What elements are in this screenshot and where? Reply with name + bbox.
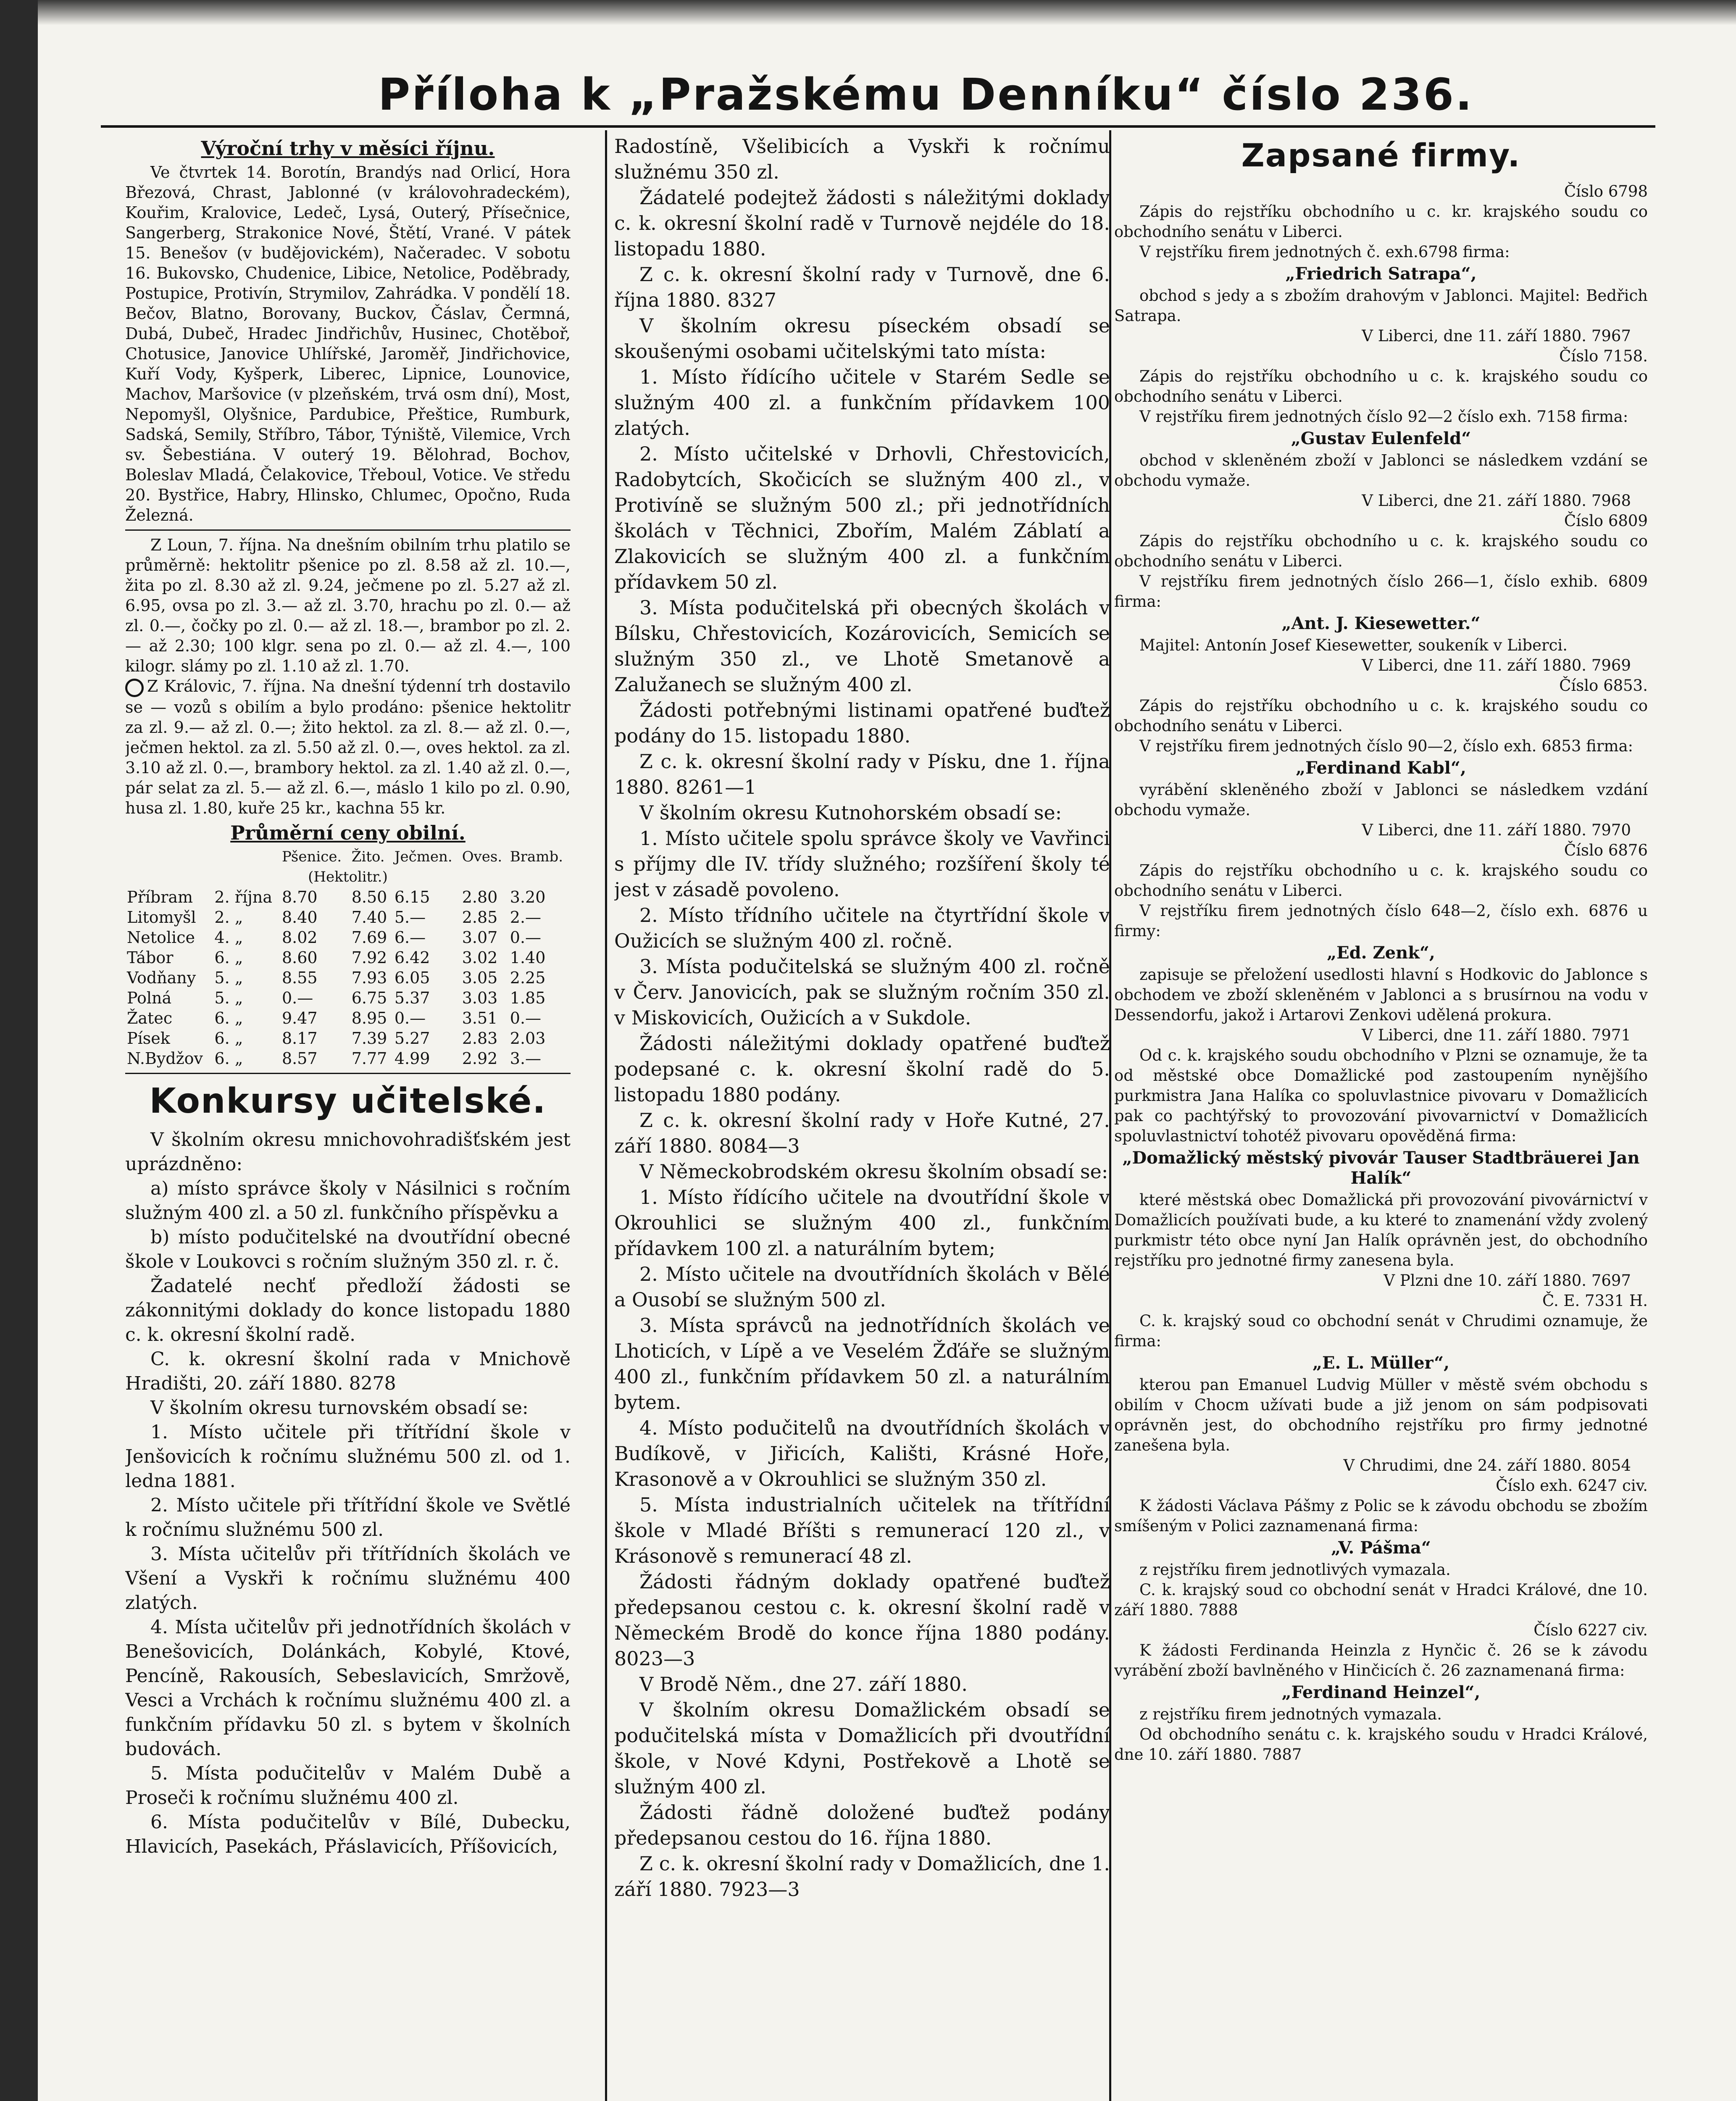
prices-title: Průměrní ceny obilní. (230, 821, 466, 844)
prices-cell: 8.17 (281, 1029, 318, 1048)
register-number: Číslo 6809 (1564, 512, 1648, 530)
prices-cell: 6.75 (351, 988, 387, 1007)
prices-row (125, 948, 571, 968)
prices-cell: 0.— (510, 1008, 542, 1027)
register-paragraph: K žádosti Václava Pášmy z Polic se k závodu obchodu se zbožím smíšeným v Polici zaznamenaná firma: (1114, 1497, 1648, 1535)
prices-cell: 6.42 (394, 948, 430, 967)
prices-cell: 3.07 (462, 928, 498, 947)
prices-cell: 3.02 (462, 948, 498, 967)
section-divider (125, 1073, 571, 1074)
prices-cell: 2.85 (462, 908, 498, 927)
prices-cell: 6. „ (214, 1008, 243, 1027)
prices-cell: Příbram (127, 887, 193, 906)
prices-table (125, 847, 571, 1069)
notice-paragraph: Žádosti náležitými doklady opatřené buďtež podepsané c. k. okresní školní radě do 5. listopadu 1880 podány. (614, 1032, 1110, 1106)
notice-paragraph: Radostíně, Všelibicích a Vyskři k ročnímu služnému 350 zl. (614, 135, 1110, 183)
section-divider (125, 529, 571, 531)
prices-cell: 0.— (281, 988, 313, 1007)
notice-paragraph: Žádatelé podejtež žádosti s náležitými doklady c. k. okresní školní radě v Turnově nejdéle do 18. listopadu 1880. (614, 186, 1110, 260)
signature-line: V Plzni dne 10. září 1880. 7697 (1384, 1272, 1631, 1290)
prices-cell: 3.03 (462, 988, 498, 1007)
column-3-body (1114, 182, 1648, 1765)
notice-paragraph: 1. Místo učitele spolu správce školy ve Vavřinci s příjmy dle IV. třídy služného; rozšíření školy té jest v zásadě povoleno. (614, 827, 1110, 901)
prices-header-row (125, 847, 571, 867)
prices-col-jecmen: Ječmen. (394, 848, 452, 865)
notice-paragraph: Z c. k. okresní školní rady v Hoře Kutné, 27. září 1880. 8084—3 (614, 1109, 1110, 1157)
register-paragraph: z rejstříku firem jednotlivých vymazala. (1139, 1561, 1451, 1579)
prices-cell: 8.55 (281, 968, 318, 987)
register-number: Číslo exh. 6247 civ. (1496, 1477, 1648, 1495)
register-paragraph: Od obchodního senátu c. k. krajského soudu v Hradci Králové, dne 10. září 1880. 7887 (1114, 1725, 1648, 1764)
page-title: Příloha k „Pražskému Denníku“ číslo 236. (378, 69, 1474, 120)
konkurs-paragraph: 5. Místa podučitelův v Malém Dubě a Proseči k ročnímu služnému 400 zl. (125, 1762, 571, 1809)
konkurs-paragraph: V školním okresu turnovském obsadí se: (150, 1397, 529, 1419)
prices-col-zito: Žito. (351, 848, 385, 865)
register-paragraph: Majitel: Antonín Josef Kiesewetter, soukeník v Liberci. (1139, 636, 1568, 654)
register-paragraph: z rejstříku firem jednotných vymazala. (1139, 1705, 1442, 1723)
prices-cell: 9.47 (281, 1008, 318, 1027)
prices-cell: 2.80 (462, 887, 498, 906)
column-3 (1114, 134, 1648, 2101)
header-rule (101, 125, 1655, 128)
prices-row (125, 887, 571, 907)
prices-cell: 8.50 (351, 887, 387, 906)
konkursy-title: Konkursy učitelské. (149, 1081, 547, 1121)
prices-row (125, 927, 571, 948)
prices-cell: 3.05 (462, 968, 498, 987)
prices-col-oves: Oves. (462, 848, 502, 865)
prices-cell: 8.95 (351, 1008, 387, 1027)
notice-paragraph: Z c. k. okresní školní rady v Domažlicích, dne 1. září 1880. 7923—3 (614, 1852, 1110, 1901)
prices-cell: 7.39 (351, 1029, 387, 1048)
notice-paragraph: 4. Místo podučitelů na dvoutřídních školách v Budíkově, v Jiřicích, Kališti, Krásné Hoře, Krasonově a v Okrouhlici se služným 350 zl. (614, 1416, 1110, 1490)
register-paragraph: obchod s jedy a s zbožím drahovým v Jablonci. Majitel: Bedřich Satrapa. (1114, 287, 1648, 325)
prices-cell: Litomyšl (127, 908, 196, 927)
notice-paragraph: Z c. k. okresní školní rady v Turnově, dne 6. října 1880. 8327 (614, 263, 1110, 311)
register-number: Číslo 6853. (1559, 677, 1648, 695)
prices-cell: 6.— (394, 928, 426, 947)
konkurs-paragraph: b) místo podučitelské na dvoutřídní obecné škole v Loukovci s ročním služným 350 zl. r. č. (125, 1226, 571, 1272)
prices-col-bramb: Bramb. (510, 848, 563, 865)
konkurs-paragraph: 1. Místo učitele při třítřídní škole v Jenšovicích k ročnímu služnému 500 zl. od 1. ledna 1881. (125, 1421, 571, 1492)
konkurs-paragraph: Žadatelé nechť předloží žádosti se zákonnitými doklady do konce listopadu 1880 c. k. okresní školní radě. (125, 1275, 571, 1345)
register-paragraph: V rejstříku firem jednotných číslo 92—2 číslo exh. 7158 firma: (1139, 408, 1628, 426)
prices-row (125, 1028, 571, 1048)
trhy-title: Výroční trhy v měsíci říjnu. (201, 137, 495, 160)
signature-line: V Liberci, dne 11. září 1880. 7967 (1362, 327, 1631, 345)
konkurs-paragraph: a) místo správce školy v Násilnici s ročním služným 400 zl. a 50 zl. funkčního příspěvku a (125, 1177, 571, 1224)
notice-paragraph: Žádosti řádným doklady opatřené buďtež předepsanou cestou c. k. okresní školní radě v Německém Brodě do konce října 1880 podány. 8023—3 (614, 1570, 1110, 1670)
signature-line: V Chrudimi, dne 24. září 1880. 8054 (1343, 1456, 1631, 1474)
prices-cell: 1.85 (510, 988, 546, 1007)
prices-cell: 1.40 (510, 948, 546, 967)
register-paragraph: Od c. k. krajského soudu obchodního v Plzni se oznamuje, že ta od městské obce Domažlické pod zastoupením nynějšího purkmistra Jana Halíka co spoluvlastnice pivovaru v Domažlicích pak co pachtýřský to provozování pivovarnictví v Domažlicích spoluvlastnictví tohotéž pivovaru opověděná firma: (1114, 1046, 1648, 1145)
register-paragraph: kterou pan Emanuel Ludvig Müller v městě svém obchodu s obilím v Chocm užívati bude a již jenom on sám podpisovati oprávněn jest, do obchodního rejstříku pro firmy jednotné zanešena byla. (1114, 1376, 1648, 1454)
trhy-text: Ve čtvrtek 14. Borotín, Brandýs nad Orlicí, Hora Březová, Chrast, Jablonné (v královohradeckém), Kouřim, Kralovice, Ledeč, Lysá, Outerý, Přísečnice, Sangerberg, Strakonice Nové, Štětí, Vrané. V pátek 15. Benešov (v budějovickém), Načeradec. V sobotu 16. Bukovsko, Chudenice, Libice, Netolice, Poděbrady, Postupice, Protivín, Strymilov, Zahrádka. V pondělí 18. Bečov, Blatno, Borovany, Buckov, Čáslav, Čermná, Dubá, Dubeč, Hradec Jindřichův, Husinec, Chotěboř, Chotusice, Janovice Uhlířské, Jaroměř, Jindřichovice, Kuří Vody, Kyšperk, Liberec, Lipnice, Lounovice, Machov, Maršovice (v plzeňském, trvá osm dní), Most, Nepomyšl, Olyšnice, Pardubice, Přeštice, Rumburk, Sadská, Semily, Stříbro, Tábor, Týniště, Vilemice, Vrch sv. Šebestiána. V outerý 19. Bělohrad, Bochov, Boleslav Mladá, Čelakovice, Třeboul, Votice. Ve středu 20. Bystřice, Habry, Hlinsko, Chlumec, Opočno, Ruda Železná. (125, 163, 571, 524)
register-paragraph: zapisuje se přeložení usedlosti hlavní s Hodkovic do Jablonce s obchodem ve zboží skleněném v Jablonci a s brusírnou na vodu v Dessendorfu, jakož i Artarovi Zenkovi udělená prokura. (1114, 966, 1648, 1024)
signature-line: V Liberci, dne 21. září 1880. 7968 (1362, 492, 1631, 510)
prices-cell: Netolice (127, 928, 195, 947)
register-paragraph: C. k. krajský soud co obchodní senát v Hradci Králové, dne 10. září 1880. 7888 (1114, 1581, 1648, 1619)
prices-cell: 8.40 (281, 908, 318, 927)
prices-cell: 3.— (510, 1049, 542, 1068)
column-2 (614, 134, 1110, 2101)
notice-paragraph: 5. Místa industrialních učitelek na třítřídní škole v Mladé Bříšti s remunerací 120 zl., v Krásonově s remunerací 48 zl. (614, 1493, 1110, 1567)
prices-cell: 2.92 (462, 1049, 498, 1068)
register-paragraph: V rejstříku firem jednotných č. exh.6798 firma: (1139, 243, 1510, 261)
prices-row (125, 1048, 571, 1069)
prices-cell: 2. „ (214, 908, 243, 927)
prices-cell: Polná (127, 988, 172, 1007)
firmy-title: Zapsané firmy. (1241, 137, 1521, 174)
konkurs-paragraph: 6. Místa podučitelův v Bílé, Dubecku, Hlavicích, Pasekách, Přáslavicích, Příšovicích, (125, 1811, 571, 1857)
notice-paragraph: 2. Místo učitele na dvoutřídních školách v Bělé a Ousobí se služným 500 zl. (614, 1263, 1110, 1311)
firm-name: „Ant. J. Kiesewetter.“ (1281, 613, 1481, 633)
firm-name: „Ferdinand Heinzel“, (1281, 1682, 1481, 1702)
prices-cell: 6. „ (214, 1029, 243, 1048)
firm-name: „Domažlický městský pivovár Tauser Stadtbräuerei Jan Halík“ (1122, 1148, 1640, 1188)
column-2-body (614, 134, 1110, 1902)
register-paragraph: V rejstříku firem jednotných číslo 266—1, číslo exhib. 6809 firma: (1114, 572, 1648, 611)
register-paragraph: Zápis do rejstříku obchodního u c. k. krajského soudu co obchodního senátu v Liberci. (1114, 861, 1648, 900)
prices-cell: 7.40 (351, 908, 387, 927)
notice-paragraph: Z c. k. okresní školní rady v Písku, dne 1. října 1880. 8261—1 (614, 750, 1110, 798)
notice-paragraph: V školním okresu píseckém obsadí se skoušenými osobami učitelskými tato místa: (614, 314, 1110, 363)
register-number: Číslo 6798 (1564, 182, 1648, 200)
prices-cell: 7.93 (351, 968, 387, 987)
scan-edge-left (0, 0, 38, 2101)
register-number: Číslo 6227 civ. (1533, 1621, 1648, 1639)
prices-cell: 2.83 (462, 1029, 498, 1048)
prices-cell: 0.— (510, 928, 542, 947)
notice-paragraph: Žádosti potřebnými listinami opatřené buďtež podány do 15. listopadu 1880. (614, 699, 1110, 747)
notice-paragraph: 2. Místo učitelské v Drhovli, Chřestovicích, Radobytcích, Skočicích se služným 400 zl., v Protivíně se služným 500 zl.; při jednotřídních školách v Těchnici, Zbořím, Malém Záblatí a Zlakovicích se služným 400 zl. a funkčním přídavkem 50 zl. (614, 442, 1110, 593)
prices-cell: 6.05 (394, 968, 430, 987)
prices-row (125, 907, 571, 927)
notice-paragraph: V školním okresu Kutnohorském obsadí se: (639, 801, 1062, 824)
circle-mark-icon (125, 679, 144, 697)
column-divider-1 (605, 130, 607, 2101)
prices-cell: 4.99 (394, 1049, 430, 1068)
notice-paragraph: 3. Místa podučitelská se služným 400 zl. ročně v Červ. Janovicích, pak se služným ročním 350 zl. v Miskovicích, Oužicích a v Sukdole. (614, 955, 1110, 1029)
prices-cell: 4. „ (214, 928, 243, 947)
register-number: Č. E. 7331 H. (1542, 1292, 1648, 1310)
prices-cell: 3.20 (510, 887, 546, 906)
signature-line: V Liberci, dne 11. září 1880. 7970 (1362, 821, 1631, 839)
prices-row (125, 1008, 571, 1028)
signature-line: V Liberci, dne 11. září 1880. 7969 (1362, 656, 1631, 674)
prices-cell: 7.92 (351, 948, 387, 967)
prices-cell: 2.03 (510, 1029, 546, 1048)
notice-paragraph: Žádosti řádně doložené buďtež podány předepsanou cestou do 16. října 1880. (614, 1801, 1110, 1849)
firm-name: „V. Pášma“ (1331, 1538, 1431, 1558)
firm-name: „Friedrich Satrapa“, (1285, 264, 1477, 284)
prices-cell: Žatec (127, 1008, 173, 1027)
register-paragraph: Zápis do rejstříku obchodního u c. kr. krajského soudu co obchodního senátu v Liberci. (1114, 203, 1648, 241)
prices-cell: 2.— (510, 908, 542, 927)
signature-line: V Liberci, dne 11. září 1880. 7971 (1362, 1026, 1631, 1044)
prices-cell: 5.— (394, 908, 426, 927)
prices-cell: Písek (127, 1029, 170, 1048)
register-paragraph: Zápis do rejstříku obchodního u c. k. krajského soudu co obchodního senátu v Liberci. (1114, 532, 1648, 570)
prices-cell: 7.77 (351, 1049, 387, 1068)
konkurs-paragraph: C. k. okresní školní rada v Mnichově Hradišti, 20. září 1880. 8278 (125, 1348, 571, 1394)
prices-cell: N.Bydžov (127, 1049, 203, 1068)
notice-paragraph: 3. Místa správců na jednotřídních školách ve Lhoticích, v Lípě a ve Veselém Žďáře se služným 400 zl., funkčním přídavkem 50 zl. a naturálním bytem. (614, 1314, 1110, 1414)
register-paragraph: vyrábění skleněného zboží v Jablonci se následkem vzdání obchodu vymaže. (1114, 781, 1648, 819)
prices-cell: 5.27 (394, 1029, 430, 1048)
prices-cell: Vodňany (127, 968, 196, 987)
prices-cell: 6. „ (214, 948, 243, 967)
notice-paragraph: V Brodě Něm., dne 27. září 1880. (639, 1673, 968, 1696)
kralovice-report (125, 676, 571, 818)
prices-cell: 8.02 (281, 928, 318, 947)
notice-paragraph: 1. Místo řídícího učitele na dvoutřídní škole v Okrouhlici se služným 400 zl., funkčním přídavkem 100 zl. a naturálním bytem; (614, 1186, 1110, 1260)
prices-cell: 7.69 (351, 928, 387, 947)
prices-unit: (Hektolitr.) (308, 868, 388, 885)
konkurs-paragraph: 3. Místa učitelův při třítřídních školách ve Všení a Vyskři k ročnímu služnému 400 zlatých. (125, 1543, 571, 1614)
register-paragraph: V rejstříku firem jednotných číslo 90—2, číslo exh. 6853 firma: (1139, 737, 1633, 755)
louny-report: Z Loun, 7. října. Na dnešním obilním trhu platilo se průměrně: hektolitr pšenice po zl. 8.58 až zl. 10.—, žita po zl. 8.30 až zl. 9.24, ječmene po zl. 5.27 až zl. 6.95, ovsa po zl. 3.— až zl. 3.70, hrachu po zl. 0.— až zl. 0.—, čočky po zl. 0.— až zl. 18.—, brambor po zl. 2.— až 2.30; 100 klgr. sena po zl. 0.— až zl. 4.—, 100 kilogr. slámy po zl. 1.10 až zl. 1.70. (125, 536, 571, 675)
register-paragraph: obchod v skleněném zboží v Jablonci se následkem vzdání se obchodu vymaže. (1114, 451, 1648, 490)
notice-paragraph: V Německobrodském okresu školním obsadí se: (639, 1160, 1108, 1183)
prices-cell: 5.37 (394, 988, 430, 1007)
prices-cell: 8.57 (281, 1049, 318, 1068)
kralovice-text: Z Královic, 7. října. Na dnešní týdenní trh dostavilo se — vozů s obilím a bylo prodáno: pšenice hektolitr za zl. 9.— až zl. 0.—; žito hektol. za zl. 8.— až zl. 0.—, ječmen hektol. za zl. 5.50 až zl. 0.—, oves hektol. za zl. 3.10 až zl. 0.—, brambory hektol. za zl. 1.40 až zl. 0.—, pár selat za zl. 5.— až zl. 6.—, máslo 1 kilo po zl. 0.90, husa zl. 1.80, kuře 25 kr., kachna 55 kr. (125, 677, 571, 817)
register-paragraph: C. k. krajský soud co obchodní senát v Chrudimi oznamuje, že firma: (1114, 1312, 1648, 1350)
firm-name: „Ed. Zenk“, (1327, 943, 1435, 963)
firm-name: „Ferdinand Kabl“, (1296, 758, 1466, 778)
column-1 (125, 134, 571, 2101)
prices-row (125, 988, 571, 1008)
konkurs-paragraph: 2. Místo učitele při třítřídní škole ve Světlé k ročnímu služnému 500 zl. (125, 1494, 571, 1540)
prices-cell: 0.— (394, 1008, 426, 1027)
register-paragraph: které městská obec Domažlická při provozování pivovárnictví v Domažlicích používati bude, a ku které to znamenání vždy zvolený purkmistr této obce nyní Jan Halík oprávněn jest, do obchodního rejstříku pro jednotné firmy zanesena byla. (1114, 1191, 1648, 1269)
prices-cell: 5. „ (214, 988, 243, 1007)
notice-paragraph: 3. Místa podučitelská při obecných školách v Bílsku, Chřestovicích, Kozárovicích, Semicích se služným 350 zl., ve Lhotě Smetanově a Zalužanech se služným 400 zl. (614, 596, 1110, 696)
prices-cell: 6.15 (394, 887, 430, 906)
prices-cell: 8.70 (281, 887, 318, 906)
register-number: Číslo 7158. (1559, 347, 1648, 365)
firm-name: „Gustav Eulenfeld“ (1291, 429, 1471, 448)
prices-cell: 5. „ (214, 968, 243, 987)
prices-col-place (125, 847, 213, 867)
notice-paragraph: 2. Místo třídního učitele na čtyrtřídní škole v Oužicích se služným 400 zl. ročně. (614, 904, 1110, 952)
register-paragraph: Zápis do rejstříku obchodního u c. k. krajského soudu co obchodního senátu v Liberci. (1114, 367, 1648, 405)
prices-col-date (213, 847, 280, 867)
prices-cell: 8.60 (281, 948, 318, 967)
konkurs-paragraph: V školním okresu mnichovohradišťském jest uprázdněno: (125, 1129, 571, 1175)
register-paragraph: V rejstříku firem jednotných číslo 648—2, číslo exh. 6876 u firmy: (1114, 902, 1648, 940)
prices-cell: 2. října (214, 887, 272, 906)
konkursy-body (125, 1128, 571, 1859)
prices-cell: 6. „ (214, 1049, 243, 1068)
prices-cell: 3.51 (462, 1008, 498, 1027)
prices-cell: Tábor (127, 948, 174, 967)
prices-row (125, 968, 571, 988)
prices-col-psenice: Pšenice. (281, 848, 342, 865)
register-paragraph: Zápis do rejstříku obchodního u c. k. krajského soudu co obchodního senátu v Liberci. (1114, 697, 1648, 735)
prices-cell: 2.25 (510, 968, 546, 987)
scan-edge-top (0, 0, 1736, 25)
prices-body (125, 887, 571, 1069)
notice-paragraph: V školním okresu Domažlickém obsadí se podučitelská místa v Domažlicích při dvoutřídní škole, v Nové Kdyni, Postřekově a Lhotě se služným 400 zl. (614, 1698, 1110, 1798)
register-paragraph: K žádosti Ferdinanda Heinzla z Hynčic č. 26 se k závodu vyrábění zboží bavlněného v Hinčicích č. 26 zaznamenaná firma: (1114, 1641, 1648, 1680)
konkurs-paragraph: 4. Místa učitelův při jednotřídních školách v Benešovicích, Dolánkách, Kobylé, Ktové, Pencíně, Rakousích, Sebeslavicích, Smržově, Vesci a Vrchách k ročnímu služnému 400 zl. a funkčním přídavku 50 zl. s bytem v školních budovách. (125, 1616, 571, 1760)
firm-name: „E. L. Müller“, (1313, 1353, 1449, 1373)
register-number: Číslo 6876 (1564, 841, 1648, 859)
notice-paragraph: 1. Místo řídícího učitele v Starém Sedle se služným 400 zl. a funkčním přídavkem 100 zlatých. (614, 366, 1110, 440)
